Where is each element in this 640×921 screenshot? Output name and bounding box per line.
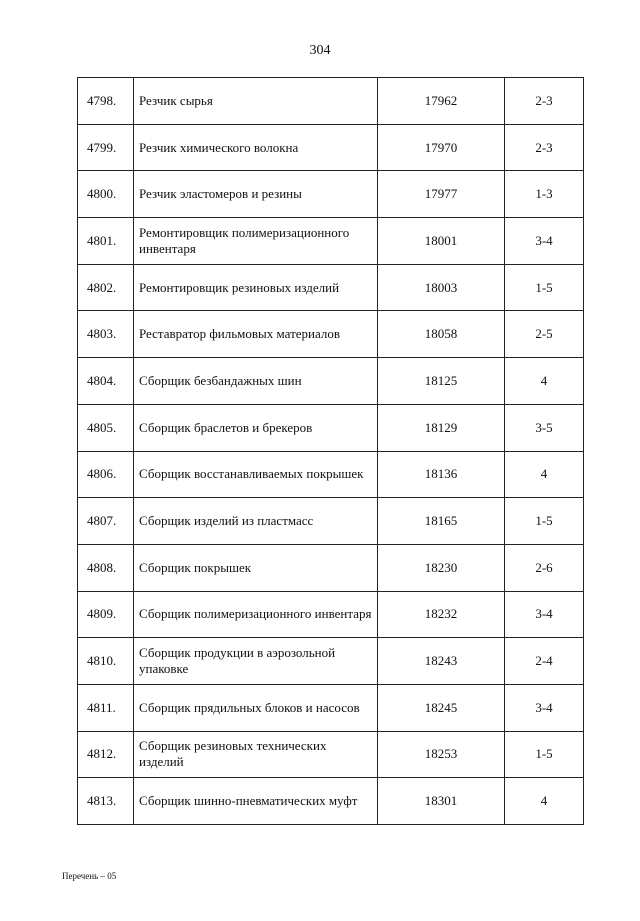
table-row [78, 498, 584, 545]
table-row [78, 264, 584, 311]
row-number: 4813. [78, 778, 134, 825]
professions-table [77, 77, 584, 825]
category-range: 2-4 [505, 638, 584, 685]
profession-code: 18301 [378, 778, 505, 825]
row-number: 4798. [78, 78, 134, 125]
table-row [78, 591, 584, 638]
profession-code: 18003 [378, 264, 505, 311]
profession-name: Ремонтировщик полимеризационного инвентаря [134, 218, 378, 265]
table-row [78, 638, 584, 685]
table-row [78, 311, 584, 358]
row-number: 4800. [78, 171, 134, 218]
profession-name: Ремонтировщик резиновых изделий [134, 264, 378, 311]
category-range: 2-5 [505, 311, 584, 358]
row-number: 4802. [78, 264, 134, 311]
row-number: 4803. [78, 311, 134, 358]
profession-name: Резчик химического волокна [134, 124, 378, 171]
table-row [78, 731, 584, 778]
row-number: 4804. [78, 358, 134, 405]
table-row [78, 451, 584, 498]
category-range: 4 [505, 358, 584, 405]
profession-name: Сборщик восстанавливаемых покрышек [134, 451, 378, 498]
profession-name: Резчик сырья [134, 78, 378, 125]
profession-code: 18230 [378, 544, 505, 591]
profession-name: Резчик эластомеров и резины [134, 171, 378, 218]
profession-code: 17962 [378, 78, 505, 125]
row-number: 4809. [78, 591, 134, 638]
table-row [78, 78, 584, 125]
profession-name: Сборщик продукции в аэрозольной упаковке [134, 638, 378, 685]
page-number: 304 [309, 43, 331, 58]
footer-note: Перечень – 05 [62, 871, 117, 881]
category-range: 1-5 [505, 264, 584, 311]
table-body [78, 78, 584, 825]
row-number: 4801. [78, 218, 134, 265]
profession-code: 17970 [378, 124, 505, 171]
profession-code: 18245 [378, 684, 505, 731]
table-row [78, 124, 584, 171]
category-range: 1-5 [505, 498, 584, 545]
category-range: 1-3 [505, 171, 584, 218]
table-row [78, 544, 584, 591]
category-range: 2-6 [505, 544, 584, 591]
profession-name: Сборщик браслетов и брекеров [134, 404, 378, 451]
row-number: 4807. [78, 498, 134, 545]
profession-name: Сборщик изделий из пластмасс [134, 498, 378, 545]
row-number: 4808. [78, 544, 134, 591]
table-row [78, 778, 584, 825]
profession-name: Сборщик шинно-пневматических муфт [134, 778, 378, 825]
table-row [78, 404, 584, 451]
profession-name: Сборщик полимеризационного инвентаря [134, 591, 378, 638]
category-range: 1-5 [505, 731, 584, 778]
category-range: 2-3 [505, 124, 584, 171]
row-number: 4805. [78, 404, 134, 451]
profession-name: Сборщик безбандажных шин [134, 358, 378, 405]
profession-code: 18243 [378, 638, 505, 685]
profession-name: Сборщик прядильных блоков и насосов [134, 684, 378, 731]
profession-code: 18001 [378, 218, 505, 265]
profession-code: 18058 [378, 311, 505, 358]
row-number: 4810. [78, 638, 134, 685]
profession-code: 18253 [378, 731, 505, 778]
category-range: 2-3 [505, 78, 584, 125]
profession-code: 18136 [378, 451, 505, 498]
profession-name: Сборщик покрышек [134, 544, 378, 591]
profession-code: 17977 [378, 171, 505, 218]
category-range: 4 [505, 778, 584, 825]
category-range: 3-4 [505, 591, 584, 638]
row-number: 4812. [78, 731, 134, 778]
profession-name: Реставратор фильмовых материалов [134, 311, 378, 358]
profession-name: Сборщик резиновых технических изделий [134, 731, 378, 778]
table-row [78, 171, 584, 218]
profession-code: 18129 [378, 404, 505, 451]
profession-code: 18232 [378, 591, 505, 638]
table-row [78, 218, 584, 265]
category-range: 3-4 [505, 684, 584, 731]
table-row [78, 358, 584, 405]
category-range: 3-5 [505, 404, 584, 451]
row-number: 4811. [78, 684, 134, 731]
row-number: 4806. [78, 451, 134, 498]
category-range: 3-4 [505, 218, 584, 265]
row-number: 4799. [78, 124, 134, 171]
profession-code: 18165 [378, 498, 505, 545]
table-row [78, 684, 584, 731]
category-range: 4 [505, 451, 584, 498]
profession-code: 18125 [378, 358, 505, 405]
